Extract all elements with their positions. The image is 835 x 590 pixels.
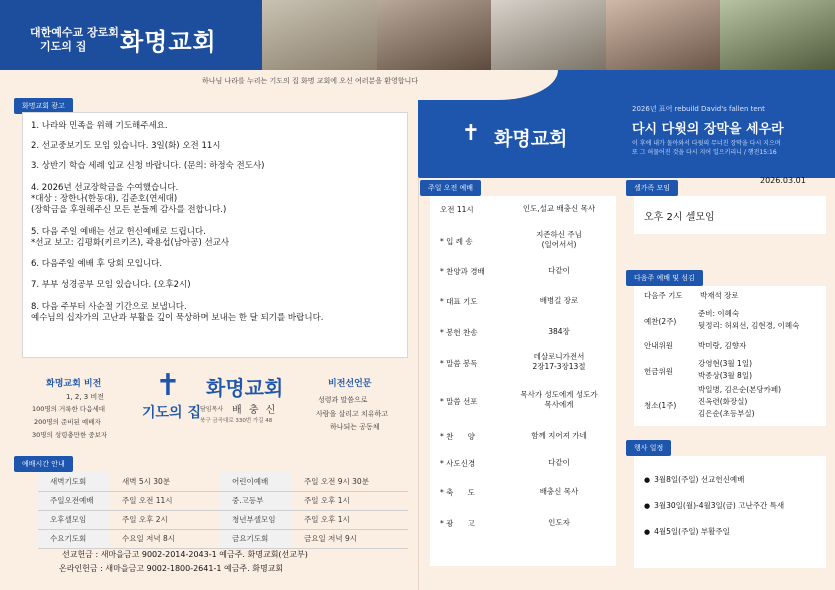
photo-worship [377, 0, 492, 70]
event-label: 3월8일(주일) 선교헌신예배 [654, 475, 745, 484]
table-cell: 금요일 저녁 9시 [292, 529, 408, 548]
notice-item: 4. 2026년 선교장학금을 수여했습니다. [31, 183, 179, 193]
bullet-icon: ● [644, 476, 651, 484]
notice-item: 7. 부부 성경공부 모임 있습니다. (오후2시) [31, 280, 191, 290]
table-cell: 중.고등부 [220, 491, 292, 510]
order-item: * 사도신경 [440, 459, 476, 468]
bullet-icon: ● [644, 528, 651, 536]
table-cell: 주일 오전 11시 [110, 491, 220, 510]
photo-fellowship [606, 0, 721, 70]
banner-verse-2: 또 그 허물어진 것을 다시 지어 일으키리니 / 행전15:16 [632, 149, 777, 156]
notices-tab: 화명교회 광고 [14, 98, 73, 114]
event-item [644, 474, 744, 485]
vision-line: 30명의 성령충만한 중보자 [32, 431, 108, 439]
vision-line: 100명의 거룩한 다음세대 [32, 405, 106, 413]
order-value: 목사가 성도에게 성도가 목사에게 [520, 390, 598, 409]
next-week-value: 박미랑, 김향자 [698, 341, 747, 350]
order-value: 배병길 장로 [539, 296, 579, 305]
banner-headline: 다시 다윗의 장막을 세우라 [632, 122, 784, 137]
motto-line: 하나되는 공동체 [330, 423, 380, 431]
order-item: * 대표 기도 [440, 297, 478, 306]
notice-item: 8. 다음 주부터 사순절 기간으로 보냅니다. [31, 302, 187, 312]
photo-strip [262, 0, 835, 70]
notice-item: 2. 선교중보기도 모임 있습니다. 3일(화) 오전 11시 [31, 141, 221, 151]
motto-title: 비전선언문 [328, 379, 372, 389]
banner-church-name: 화명교회 [494, 128, 568, 150]
church-title: 화명교회 [120, 28, 217, 56]
order-item: * 축 도 [440, 488, 475, 497]
order-item: * 광 고 [440, 519, 475, 528]
order-item: * 찬 양 [440, 432, 475, 441]
table-cell: 주일 오전 9시 30분 [292, 472, 408, 491]
order-value: 지존하신 주님 (일어서서) [536, 230, 582, 249]
bullet-icon: ● [644, 502, 651, 510]
table-cell: 주일 오후 1시 [292, 491, 408, 510]
photo-choir [491, 0, 606, 70]
table-cell: 어린이예배 [220, 472, 292, 491]
cell-text: 오후 2시 셀모임 [644, 212, 715, 223]
order-item: * 말씀 봉독 [440, 359, 478, 368]
table-cell: 금요기도회 [220, 529, 292, 548]
table-cell: 새벽 5시 30분 [110, 472, 220, 491]
church-logo-icon: ✝ [155, 368, 181, 403]
pastor-role: 담임목사 [200, 406, 224, 413]
giving-mission: 선교헌금 : 새마을금고 9002-2014-2043-1 예금주. 화명교회(선교부) [62, 550, 308, 559]
order-item: * 봉헌 찬송 [440, 328, 478, 337]
next-week-label: 예찬(2주) [644, 317, 677, 326]
banner-year: 2026년 표어 rebuild David's fallen tent [632, 105, 765, 113]
notice-item: 3. 상반기 학습 세례 입교 신청 바랍니다. (문의: 하정숙 전도사) [31, 161, 265, 171]
vision-subtitle: 1, 2, 3 비전 [66, 393, 105, 401]
pastor-name: 배 충 신 [232, 405, 278, 416]
events-box [634, 456, 826, 568]
vision-title: 화명교회 비전 [46, 379, 102, 389]
table-cell: 주일 오후 1시 [292, 510, 408, 529]
motto-line: 사람을 살리고 치유하고 [316, 410, 389, 418]
next-week-label: 헌금위원 [644, 367, 673, 376]
church-cross-icon: ✝ [461, 121, 481, 146]
notice-item: 5. 다음 주일 예배는 선교 헌신예배로 드립니다. [31, 227, 206, 237]
cell-tab: 셀가족 모임 [626, 180, 678, 196]
next-week-value: 박재석 장로 [700, 291, 739, 300]
schedule-table [38, 472, 408, 549]
welcome-text: 하나님 나라를 누리는 기도의 집 화명 교회에 오신 여러분을 환영합니다 [201, 77, 419, 85]
notice-item: 예수님의 십자가의 고난과 부활을 깊이 묵상하며 보내는 한 달 되기를 바랍니다. [31, 313, 324, 323]
table-cell: 새벽기도회 [38, 472, 110, 491]
next-week-label: 안내위원 [644, 341, 673, 350]
table-cell: 주일 오후 2시 [110, 510, 220, 529]
table-cell: 청년부셀모임 [220, 510, 292, 529]
events-tab: 행사 일정 [626, 440, 671, 456]
schedule-tab: 예배시간 안내 [14, 456, 73, 472]
vision-church-name: 화명교회 [206, 376, 284, 400]
order-item: 오전 11시 [440, 205, 474, 214]
notice-item: 1. 나라와 민족을 위해 기도해주세요. [31, 121, 168, 131]
order-value: 다같이 [548, 458, 570, 467]
photo-group [262, 0, 377, 70]
banner-verse-1: 이 후에 내가 돌아와서 다윗의 무너진 장막을 다시 지으며 [632, 140, 781, 147]
order-item: * 말씀 선포 [440, 397, 478, 406]
order-value: 인도,설교 배충신 목사 [522, 204, 596, 213]
table-cell: 수요일 저녁 8시 [110, 529, 220, 548]
event-label: 3월30일(월)-4월3일(금) 고난주간 특새 [654, 501, 785, 510]
table-row [38, 529, 408, 548]
event-item [644, 500, 784, 511]
order-value: 384장 [548, 327, 570, 336]
logo-line-2: 기도의 집 [40, 40, 87, 53]
order-value: 함께 지어져 가네 [531, 431, 587, 440]
denomination-logo [30, 26, 119, 54]
order-value: 다같이 [548, 266, 570, 275]
bulletin-date: 2026.03.01 [760, 176, 806, 185]
photo-prayer [720, 0, 835, 70]
notice-item: (장학금을 후원해주신 모든 분들께 감사를 전합니다.) [31, 205, 227, 215]
next-week-label: 다음주 기도 [644, 291, 683, 300]
next-week-value: 박일병, 김은순(본당카페) 진옥련(화장실) 김은순(초등부실) [698, 385, 782, 418]
order-value: 데살로니가전서 2장17-3장13절 [532, 352, 586, 371]
order-value: 배충신 목사 [539, 487, 579, 496]
table-cell: 수요기도회 [38, 529, 110, 548]
order-item: * 찬양과 경배 [440, 267, 485, 276]
logo-line-1: 대한예수교 장로회 [30, 26, 119, 39]
notice-item: 6. 다음주일 예배 후 당회 모입니다. [31, 259, 163, 269]
order-value: 인도자 [548, 518, 570, 527]
order-item: * 입 례 송 [440, 237, 473, 246]
giving-online: 온라인헌금 : 새마을금고 9002-1800-2641-1 예금주. 화명교회 [59, 564, 284, 573]
next-week-label: 청소(1주) [644, 401, 677, 410]
next-week-tab: 다음주 예배 및 섬김 [626, 270, 703, 286]
vision-house-of-prayer: 기도의 집 [142, 405, 201, 421]
notices-box [22, 112, 408, 358]
table-row [38, 491, 408, 510]
next-week-value: 준비: 이혜숙 뒷정리: 허외선, 김현경, 이혜숙 [698, 309, 800, 330]
notice-item: *선교 보고: 김평화(키르키즈), 곽용섭(남아공) 선교사 [31, 238, 230, 248]
motto-line: 성령과 말씀으로 [318, 396, 368, 404]
order-tab: 주일 오전 예배 [420, 180, 481, 196]
column-divider [418, 178, 419, 590]
vision-line: 200명의 준비된 예배자 [34, 418, 101, 426]
table-cell: 주일오전예배 [38, 491, 110, 510]
table-row [38, 472, 408, 491]
event-item [644, 526, 730, 537]
table-cell: 오후셀모임 [38, 510, 110, 529]
notice-item: *대상 : 장한나(한동대), 김준호(연세대) [31, 194, 178, 204]
next-week-box [634, 286, 826, 426]
event-label: 4월5일(주일) 부활주일 [654, 527, 730, 536]
table-row [38, 510, 408, 529]
order-of-worship [430, 196, 616, 566]
next-week-value: 강영현(3월 1일) 박종상(3월 8일) [698, 359, 753, 380]
church-address: 북구 금곡대로 330번 가길 48 [200, 418, 273, 424]
